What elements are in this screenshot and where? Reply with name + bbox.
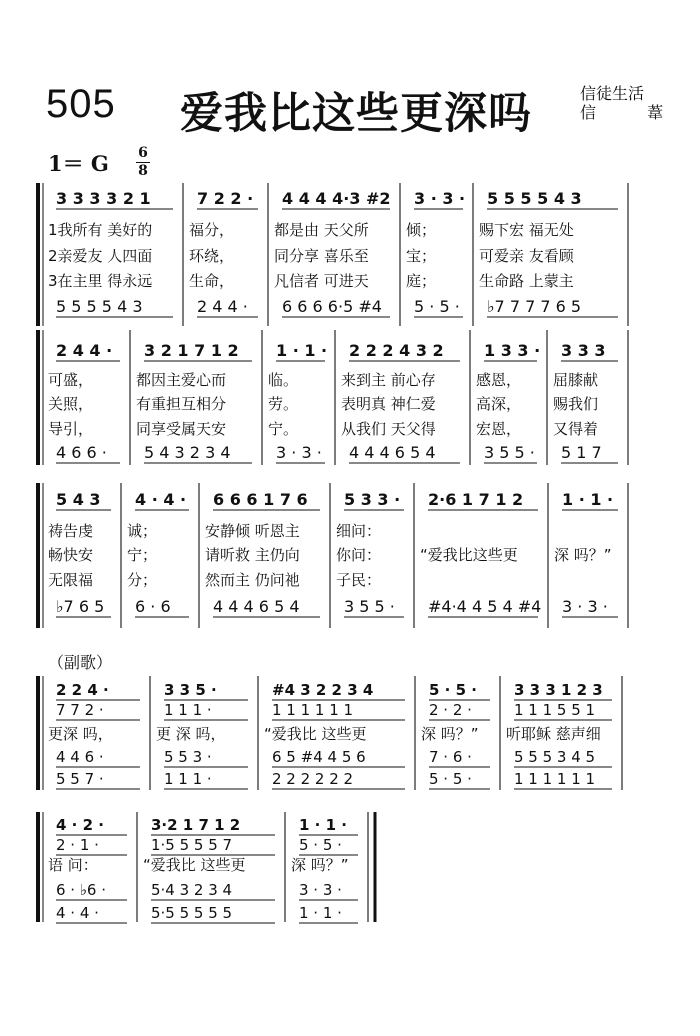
lyric-verse-3: 同享受属天安 (136, 420, 227, 438)
lyric-verse-1: 都因主爱心而 (136, 371, 227, 389)
lyric-verse-2: 请听救 主仍向 (205, 546, 300, 564)
system-3-bracket (36, 483, 40, 628)
lyric-verse-1: 都是由 天父所 (274, 221, 369, 239)
melody-measure: 2 2 2 4 3 2 (349, 341, 444, 360)
bass-measure: 1 · 1 · (299, 904, 342, 922)
harmony-measure: 6 6 6 6·5 #4 (282, 297, 382, 316)
alto-measure: 2 · 1 · (56, 836, 99, 854)
lyric-verse-3: 子民： (336, 571, 382, 589)
lyric-verse-3: 宁。 (268, 420, 299, 438)
bass-measure: 5 5 7 · (56, 770, 104, 788)
alto-measure: 1 1 1 1 1 1 (272, 701, 354, 719)
meter-bottom: 8 (138, 163, 148, 179)
bass-measure: 2 2 2 2 2 2 (272, 770, 354, 788)
harmony-measure: ♭7 7 7 7 6 5 (487, 297, 582, 316)
tenor-measure: 4 4 6 · (56, 748, 104, 766)
lyric-verse-3: 从我们 天父得 (341, 420, 436, 438)
system-1-bracket (36, 183, 40, 326)
soprano-measure: 3·2 1 7 1 2 (151, 816, 241, 834)
lyric-verse-1: 感恩， (476, 371, 522, 389)
harmony-measure: 4 4 4 6 5 4 (349, 443, 436, 462)
tenor-measure: 6 5 #4 4 5 6 (272, 748, 366, 766)
lyric-verse-1: 赐下宏 福无处 (479, 221, 574, 239)
bass-measure: 4 · 4 · (56, 904, 99, 922)
soprano-measure: 2 2 4 · (56, 681, 109, 699)
harmony-measure: ♭7 6 5 (56, 597, 105, 616)
chorus-label: （副歌） (48, 653, 113, 672)
lyric-verse-2: 赐我们 (553, 395, 599, 413)
lyric-verse-2: 畅快安 (48, 546, 94, 564)
lyric-verse-2: 劳。 (268, 395, 299, 413)
hymn-number: 505 (46, 82, 116, 126)
lyric-verse-1: 福分， (189, 221, 235, 239)
alto-measure: 1·5 5 5 5 7 (151, 836, 233, 854)
lyric-verse-3: 然而主 仍问祂 (205, 571, 300, 589)
soprano-measure: 1 · 1 · (299, 816, 347, 834)
melody-measure: 5 3 3 · (344, 490, 401, 509)
chorus-lyric: 深 吗？” (291, 856, 349, 874)
source-line-1: 信徒生活 (580, 84, 645, 103)
lyric-verse-3: 3在主里 得永远 (48, 272, 153, 290)
alto-measure: 5 · 5 · (299, 836, 342, 854)
lyric-verse-3: 宏恩， (476, 420, 522, 438)
melody-measure: 3 3 3 (561, 341, 606, 360)
harmony-measure: 5 4 3 2 3 4 (144, 443, 231, 462)
lyric-verse-1: 安静倾 听恩主 (205, 522, 300, 540)
alto-measure: 2 · 2 · (429, 701, 472, 719)
lyric-verse-1: 1我所有 美好的 (48, 221, 153, 239)
lyric-verse-2: 可爱亲 友看顾 (479, 247, 574, 265)
lyric-verse-2: 2亲爱友 人四面 (48, 247, 153, 265)
soprano-measure: #4 3 2 2 3 4 (272, 681, 374, 699)
tenor-measure: 5·4 3 2 3 4 (151, 881, 233, 899)
melody-measure: 2·6 1 7 1 2 (428, 490, 524, 509)
lyric-verse-3: 凡信者 可进天 (274, 272, 369, 290)
lyric-verse-1: 诚； (127, 522, 158, 540)
lyric-verse-2: 你问： (336, 546, 382, 564)
harmony-measure: 3 5 5 · (484, 443, 535, 462)
bass-measure: 5 · 5 · (429, 770, 472, 788)
chorus-lyric: “爱我比 这些更 (143, 856, 246, 874)
harmony-measure: 2 4 4 · (197, 297, 248, 316)
meter-top: 6 (138, 145, 148, 161)
tenor-measure: 3 · 3 · (299, 881, 342, 899)
tenor-measure: 5 5 3 · (164, 748, 212, 766)
melody-measure: 1 3 3 · (484, 341, 541, 360)
system-5-bracket (36, 812, 40, 922)
lyric-verse-2: 高深， (476, 395, 522, 413)
soprano-measure: 3 3 5 · (164, 681, 217, 699)
harmony-measure: 3 · 3 · (562, 597, 608, 616)
melody-measure: 3 3 3 3 2 1 (56, 189, 151, 208)
lyric-verse-2: 关照， (48, 395, 94, 413)
lyric-verse-1: 倾； (406, 221, 437, 239)
lyric-verse-1: 祷告虔 (48, 522, 94, 540)
chorus-lyric: “爱我比 这些更 (264, 725, 367, 743)
bass-measure: 5·5 5 5 5 5 (151, 904, 233, 922)
lyric-verse-2: 同分享 喜乐至 (274, 247, 369, 265)
alto-measure: 1 1 1 · (164, 701, 212, 719)
melody-measure: 4 · 4 · (135, 490, 187, 509)
alto-measure: 1 1 1 5 5 1 (514, 701, 596, 719)
lyric-verse-3: 生命路 上蒙主 (479, 272, 574, 290)
chorus-lyric: 更深 吗， (48, 725, 113, 743)
chorus-lyric: 深 吗？” (421, 725, 479, 743)
lyric-verse-2: 深 吗？” (554, 546, 612, 564)
soprano-measure: 3 3 3 1 2 3 (514, 681, 603, 699)
lyric-verse-3: 庭； (406, 272, 437, 290)
lyric-verse-3: 又得着 (553, 420, 599, 438)
harmony-measure: 5 5 5 5 4 3 (56, 297, 143, 316)
lyric-verse-2: 表明真 神仁爱 (341, 395, 436, 413)
hymn-title: 爱我比这些更深吗 (180, 89, 532, 139)
bass-measure: 1 1 1 1 1 1 (514, 770, 596, 788)
harmony-measure: 5 1 7 (561, 443, 602, 462)
harmony-measure: 5 · 5 · (414, 297, 460, 316)
chorus-lyric: 更 深 吗， (156, 725, 226, 743)
chorus-lyric: 语 问： (48, 856, 98, 874)
lyric-verse-3: 分； (127, 571, 158, 589)
melody-measure: 6 6 6 1 7 6 (213, 490, 308, 509)
harmony-measure: #4·4 4 5 4 #4 (428, 597, 542, 616)
tenor-measure: 6 · ♭6 · (56, 881, 107, 899)
harmony-measure: 6 · 6 (135, 597, 171, 616)
harmony-measure: 3 · 3 · (276, 443, 322, 462)
melody-measure: 2 4 4 · (56, 341, 113, 360)
lyric-verse-2: “爱我比这些更 (420, 546, 518, 564)
melody-measure: 3 2 1 7 1 2 (144, 341, 239, 360)
lyric-verse-1: 可盛， (48, 371, 94, 389)
melody-measure: 1 · 1 · (276, 341, 328, 360)
melody-measure: 5 4 3 (56, 490, 101, 509)
lyric-verse-2: 有重担互相分 (136, 395, 227, 413)
harmony-measure: 4 4 4 6 5 4 (213, 597, 300, 616)
system-2-bracket (36, 330, 40, 465)
lyric-verse-2: 宁； (127, 546, 158, 564)
lyric-verse-1: 临。 (268, 371, 299, 389)
melody-measure: 5 5 5 5 4 3 (487, 189, 582, 208)
soprano-measure: 4 · 2 · (56, 816, 104, 834)
tenor-measure: 7 · 6 · (429, 748, 472, 766)
lyric-verse-3: 无限福 (48, 571, 94, 589)
melody-measure: 7 2 2 · (197, 189, 254, 208)
bass-measure: 1 1 1 · (164, 770, 212, 788)
chorus-lyric: 听耶稣 慈声细 (506, 725, 601, 743)
key-signature: 1＝ G (48, 151, 109, 176)
alto-measure: 7 7 2 · (56, 701, 104, 719)
melody-measure: 4 4 4 4·3 #2 (282, 189, 391, 208)
melody-measure: 1 · 1 · (562, 490, 614, 509)
melody-measure: 3 · 3 · (414, 189, 466, 208)
system-4-bracket (36, 676, 40, 790)
lyric-verse-3: 导引， (48, 420, 94, 438)
lyric-verse-2: 环绕， (189, 247, 235, 265)
lyric-verse-1: 细问： (336, 522, 382, 540)
tenor-measure: 5 5 5 3 4 5 (514, 748, 596, 766)
soprano-measure: 5 · 5 · (429, 681, 477, 699)
lyric-verse-2: 宝； (406, 247, 437, 265)
lyric-verse-1: 屈膝献 (553, 371, 599, 389)
source-line-2: 信 葦 (580, 103, 687, 122)
lyric-verse-1: 来到主 前心存 (341, 371, 436, 389)
lyric-verse-3: 生命， (189, 272, 235, 290)
harmony-measure: 3 5 5 · (344, 597, 395, 616)
harmony-measure: 4 6 6 · (56, 443, 107, 462)
